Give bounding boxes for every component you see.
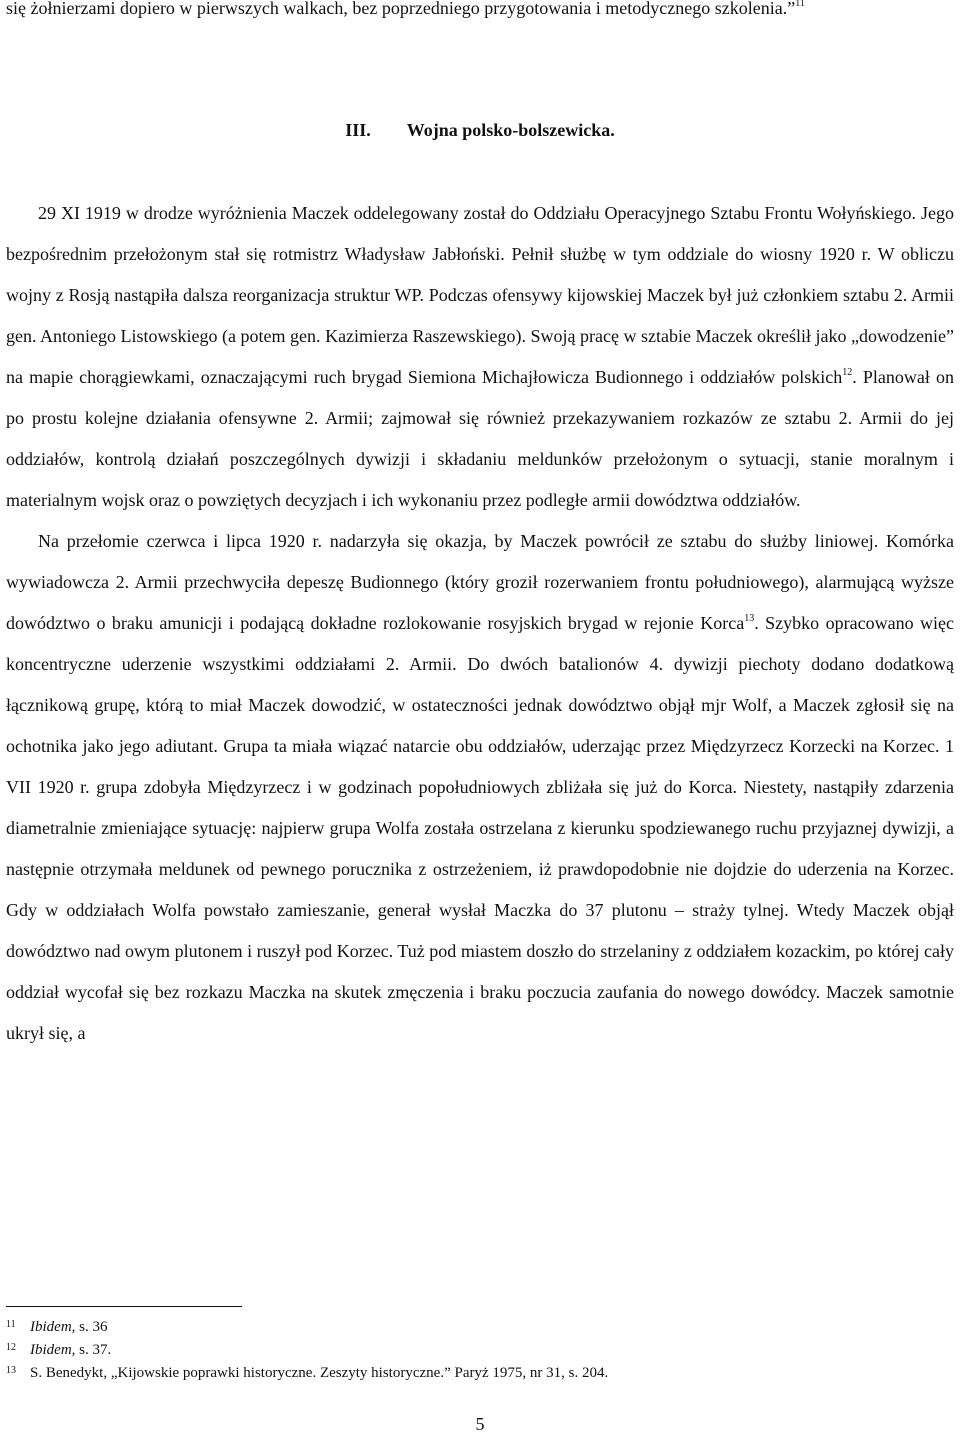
main-text <box>6 193 954 1054</box>
paragraph: 29 XI 1919 w drodze wyróżnienia Maczek oddelegowany został do Oddziału Operacyjnego Sztabu Frontu Wołyńskiego. Jego bezpośrednim przełożonym stał się rotmistrz Władysław Jabłoński. Pełnił służbę w tym oddziale do wiosny 1920 r. W obliczu wojny z Rosją nastąpiła dalsza reorganizacja struktur WP. Podczas ofensywy kijowskiej Maczek był już członkiem sztabu 2. Armii gen. Antoniego Listowskiego (a potem gen. Kazimierza Raszewskiego). Swoją pracę w sztabie Maczek określił jako „dowodzenie” na mapie chorągiewkami, oznaczającymi ruch brygad Siemiona Michajłowicza Budionnego i oddziałów polskich$^{12}$. Planował on po prostu kolejne działania ofensywne 2. Armii; zajmował się również przekazywaniem rozkazów ze sztabu 2. Armii do jej oddziałów, kontrolą działań poszczególnych dywizji i składaniu meldunków przełożonym o sytuacji, stanie moralnym i materialnym wojsk oraz o powziętych decyzjach i ich wykonaniu przez podległe armii dowództwa oddziałów. <box>6 203 954 510</box>
intro-paragraph <box>6 0 954 29</box>
footnote-ref[interactable]: 11 <box>795 0 805 9</box>
footnote-divider <box>6 1306 242 1307</box>
footnote-number: 11 <box>6 1319 16 1330</box>
footnote-ref[interactable]: 13 <box>744 613 755 624</box>
footnote-ref[interactable]: 12 <box>842 367 853 378</box>
intro-text: się żołnierzami dopiero w pierwszych walkach, bez poprzedniego przygotowania i metodycznego szkolenia.” <box>6 0 796 18</box>
section-title: Wojna polsko-bolszewicka. <box>406 120 615 140</box>
footnotes <box>6 1316 954 1385</box>
footnote-number: 12 <box>6 1342 16 1353</box>
footnote-number: 13 <box>6 1365 16 1376</box>
footnote: 12 Ibidem, s. 37. <box>6 1339 954 1362</box>
footnote: 11 Ibidem, s. 36 <box>6 1316 954 1339</box>
page-number: 5 <box>475 1414 485 1434</box>
section-heading <box>0 110 960 151</box>
paragraph: Na przełomie czerwca i lipca 1920 r. nadarzyła się okazja, by Maczek powrócił ze sztabu do służby liniowej. Komórka wywiadowcza 2. Armii przechwyciła depeszę Budionnego (który groził rozerwaniem frontu południowego), alarmującą wyższe dowództwo o braku amunicji i podającą dokładne rozlokowanie rosyjskich brygad w rejonie Korca$^{13}$. Szybko opracowano więc koncentryczne uderzenie wszystkimi oddziałami 2. Armii. Do dwóch batalionów 4. dywizji piechoty dodano dodatkową łącznikową grupę, którą to miał Maczek dowodzić, w ostateczności jednak dowództwo objął mjr Wolf, a Maczek zgłosił się na ochotnika jako jego adiutant. Grupa ta miała wiązać natarcie obu oddziałów, uderzając przez Międzyrzecz Korzecki na Korzec. 1 VII 1920 r. grupa zdobyła Międzyrzecz i w godzinach popołudniowych zbliżała się już do Korca. Niestety, nastąpiły zdarzenia diametralnie zmieniające sytuację: najpierw grupa Wolfa została ostrzelana z kierunku spodziewanego ruchu przyjaznej dywizji, a następnie otrzymała meldunek od pewnego porucznika z ostrzeżeniem, iż prawdopodobnie nie dojdzie do uderzenia na Korzec. Gdy w oddziałach Wolfa powstało zamieszanie, generał wysłał Maczka do 37 plutonu – straży tylnej. Wtedy Maczek objął dowództwo nad owym plutonem i ruszył pod Korzec. Tuż pod miastem doszło do strzelaniny z oddziałem kozackim, po której cały oddział wycofał się bez rozkazu Maczka na skutek zmęczenia i braku poczucia zaufania do nowego dowódcy. Maczek samotnie ukrył się, a <box>6 531 954 1043</box>
footnote: 13 S. Benedykt, „Kijowskie poprawki historyczne. Zeszyty historyczne.” Paryż 1975, nr 31, s. 204. <box>6 1362 954 1385</box>
section-number: III. <box>345 120 371 140</box>
